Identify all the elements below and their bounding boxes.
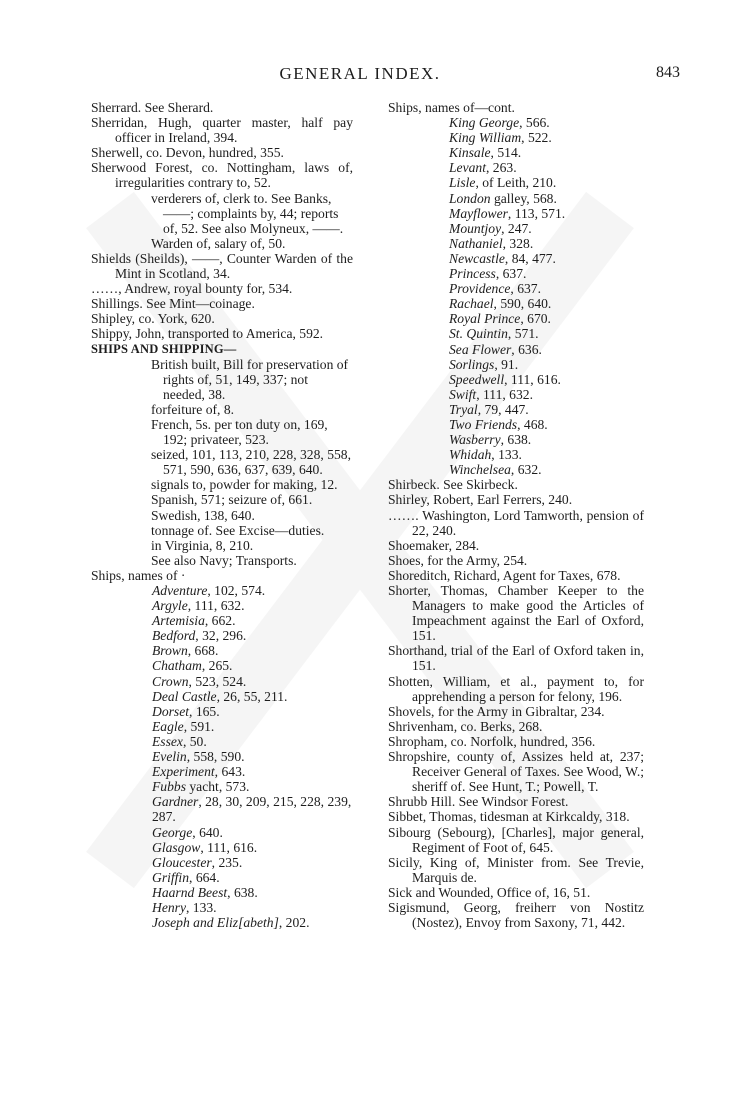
ship-entry (388, 402, 644, 417)
ship-entry (388, 206, 644, 221)
ship-name: Haarnd Beest (152, 884, 228, 900)
ship-name: Eagle (152, 718, 184, 734)
ship-name: Two Friends (449, 416, 518, 432)
page-header (80, 64, 680, 88)
index-entry: Shoreditch, Richard, Agent for Taxes, 678. (388, 567, 621, 583)
ship-entry (388, 115, 644, 130)
ship-name: Mountjoy (449, 220, 502, 236)
ship-locator: , 638. (500, 432, 532, 448)
ship-locator: , 558, 590. (186, 749, 245, 765)
index-entry: Shirbeck. See Skirbeck. (388, 477, 518, 493)
ship-entry (388, 462, 644, 477)
index-entry: Shoemaker, 284. (388, 537, 480, 553)
ship-name: Whidah (449, 447, 492, 463)
ship-locator: , 468. (517, 416, 548, 432)
ship-locator: , 637. (510, 281, 541, 297)
ship-entry (91, 734, 353, 749)
ship-entry (91, 764, 353, 779)
ship-name: Adventure (152, 583, 208, 598)
ship-locator: , 643. (214, 764, 246, 780)
ship-locator: , 670. (520, 311, 551, 327)
ship-name: Nathaniel (449, 235, 503, 251)
ship-locator: , 632. (510, 462, 542, 478)
ship-locator: galley, 568. (490, 190, 557, 206)
index-entry: Shrubb Hill. See Windsor Forest. (388, 794, 569, 810)
page-title: GENERAL INDEX. (279, 64, 441, 83)
index-entry: Sherwood Forest, co. Nottingham, laws of, irregularities contrary to, 52. (91, 160, 353, 191)
ship-name: Artemisia (152, 613, 205, 629)
ship-entry (388, 130, 644, 145)
ship-entry (388, 236, 644, 251)
index-entry: Ships, names of—cont. (388, 100, 515, 115)
index-subentry: verderers of, clerk to. See Banks, ——; complaints by, 44; reports of, 52. See also Molyneux, ——. (151, 190, 344, 236)
ship-name: King George (449, 115, 520, 131)
index-entry: Shovels, for the Army in Gibraltar, 234. (388, 703, 605, 719)
ship-entry (91, 825, 353, 840)
ship-name: St. Quintin (449, 326, 508, 342)
ship-name: Dorset (152, 703, 190, 719)
ship-name: Lisle (449, 175, 476, 191)
index-entry: Shorter, Thomas, Chamber Keeper to the Managers to make good the Articles of Impeachment against the Earl of Oxford, 151. (388, 583, 644, 644)
ship-entry (388, 372, 644, 387)
ship-name: Argyle (152, 598, 188, 614)
ship-entry (388, 311, 644, 326)
ship-name: King William (449, 130, 522, 146)
ship-locator: , 113, 571. (507, 205, 566, 221)
ship-name: Mayflower (449, 205, 508, 221)
ship-locator: , 50. (182, 733, 207, 749)
ship-entry (388, 251, 644, 266)
index-subentry: seized, 101, 113, 210, 228, 328, 558, 571, 590, 636, 637, 639, 640. (151, 447, 351, 478)
ship-locator: , 28, 30, 209, 215, 228, 239, 287. (152, 794, 352, 825)
ship-name: Sea Flower (449, 341, 512, 357)
ship-locator: , 202. (278, 915, 310, 931)
ship-locator: , 668. (187, 643, 219, 659)
ship-name: Griffin (152, 869, 190, 885)
ship-entry (388, 160, 644, 175)
index-entry: Shrivenham, co. Berks, 268. (388, 718, 543, 734)
ship-locator: , 640. (192, 824, 223, 840)
ship-entry (91, 628, 353, 643)
index-entry: Sigismund, Georg, freiherr von Nostitz (Nostez), Envoy from Saxony, 71, 442. (388, 899, 644, 931)
ship-locator: , 514. (490, 145, 522, 161)
ship-locator: , 263. (486, 160, 517, 176)
ship-entry (388, 221, 644, 236)
ship-locator: , 637. (495, 266, 527, 282)
ship-name: London (449, 190, 491, 206)
ship-entry (388, 387, 644, 402)
ship-name: Evelin (152, 749, 187, 765)
ship-entry (388, 281, 644, 296)
ship-locator: yacht, 573. (185, 779, 250, 795)
index-entry: Shotten, William, et al., payment to, for apprehending a person for felony, 196. (388, 673, 644, 704)
ship-entry (388, 191, 644, 206)
ship-entry (388, 357, 644, 372)
ship-name: Henry (152, 899, 186, 915)
index-subentry: signals to, powder for making, 12. (151, 477, 338, 493)
index-entry: Sicily, King of, Minister from. See Trevie, Marquis de. (388, 854, 644, 885)
index-entry: Sherrard. See Sherard. (91, 100, 214, 115)
ship-entry (91, 674, 353, 689)
ship-entry (91, 870, 353, 885)
ship-entry (91, 613, 353, 628)
ship-locator: , 265. (201, 658, 233, 674)
index-subentry: Swedish, 138, 640. (151, 507, 255, 523)
ship-name: Kinsale (449, 145, 491, 161)
ship-name: Rachael (449, 296, 494, 312)
index-entry: Shropham, co. Norfolk, hundred, 356. (388, 733, 596, 749)
index-entry: Shillings. See Mint—coinage. (91, 296, 255, 312)
index-entry: Sherridan, Hugh, quarter master, half pay officer in Ireland, 394. (91, 115, 353, 146)
ship-name: Essex (152, 733, 183, 749)
ship-name: Newcastle (449, 250, 505, 266)
page-number: 843 (656, 64, 680, 81)
ship-locator: , 591. (183, 718, 215, 734)
index-entry: Shropshire, county of, Assizes held at, 237; Receiver General of Taxes. See Wood, W.; sheriff of. See Hunt, T.; Powell, T. (388, 749, 644, 795)
ship-entry (388, 296, 644, 311)
ship-locator: , 566. (519, 115, 550, 131)
ship-name: Chatham (152, 658, 202, 674)
ship-entry (91, 658, 353, 673)
ship-locator: , 235. (211, 854, 243, 870)
ship-entry (91, 794, 353, 824)
ship-entry (388, 447, 644, 462)
ship-name: Speedwell (449, 371, 505, 387)
ship-entry (388, 342, 644, 357)
ship-locator: , 111, 632. (187, 598, 245, 614)
ship-locator: , 133. (185, 899, 217, 915)
ship-name: Levant (449, 160, 486, 176)
ship-entry (388, 417, 644, 432)
ship-entry (91, 598, 353, 613)
ship-locator: , 91. (494, 356, 519, 372)
index-entry: Sibbet, Thomas, tidesman at Kirkcaldy, 318. (388, 809, 630, 825)
ship-locator: , 79, 447. (477, 401, 529, 417)
ship-name: Providence (449, 281, 511, 297)
ship-locator: , 111, 616. (504, 371, 561, 387)
ship-entry (91, 915, 353, 930)
index-entry: Shields (Sheilds), ——, Counter Warden of the Mint in Scotland, 34. (91, 250, 353, 282)
index-entry: Sick and Wounded, Office of, 16, 51. (388, 884, 591, 900)
ship-entry (91, 900, 353, 915)
ship-entry (91, 643, 353, 658)
section-heading: SHIPS AND SHIPPING— (91, 341, 237, 356)
index-entry: Shipley, co. York, 620. (91, 311, 215, 327)
ship-locator: , 328. (502, 235, 534, 251)
ship-locator: , 165. (189, 703, 220, 719)
index-subentry: in Virginia, 8, 210. (151, 537, 254, 553)
ship-locator: , 111, 632. (476, 386, 533, 402)
ship-name: Tryal (449, 401, 478, 417)
ship-entry (91, 779, 353, 794)
ship-entry (91, 840, 353, 855)
ship-entry (388, 432, 644, 447)
index-subentry: Warden of, salary of, 50. (151, 235, 286, 251)
ship-locator: , 636. (511, 341, 542, 357)
ship-locator: , 523, 524. (188, 673, 247, 689)
index-subentry: French, 5s. per ton duty on, 169, 192; privateer, 523. (151, 416, 328, 448)
index-entry: Ships, names of · (91, 567, 186, 583)
ship-name: Bedford (152, 628, 196, 644)
ship-name: Joseph and Eliz[abeth] (152, 915, 279, 931)
ship-entry (91, 719, 353, 734)
ship-locator: , 664. (189, 869, 220, 885)
ship-locator: , 133. (491, 447, 522, 463)
ship-name: Winchelsea (449, 462, 511, 478)
ship-name: Deal Castle (152, 688, 217, 704)
index-entry: Shorthand, trial of the Earl of Oxford taken in, 151. (388, 643, 644, 674)
index-entry: Shippy, John, transported to America, 592. (91, 326, 324, 342)
ship-entry (388, 175, 644, 190)
ship-entry (91, 689, 353, 704)
ship-entry (91, 704, 353, 719)
ship-locator: , 638. (227, 884, 258, 900)
index-entry: ……. Washington, Lord Tamworth, pension of 22, 240. (388, 507, 644, 538)
ship-name: Wasberry (449, 432, 501, 448)
ship-locator: , 111, 616. (200, 839, 258, 855)
ship-entry (91, 855, 353, 870)
ship-name: Gardner (152, 794, 199, 810)
ship-name: Swift (449, 386, 477, 402)
ship-name: Royal Prince (449, 311, 521, 327)
ship-locator: , 590, 640. (493, 296, 552, 312)
index-subentry: British built, Bill for preservation of rights of, 51, 149, 337; not needed, 38. (151, 356, 349, 402)
index-subentry: See also Navy; Transports. (151, 552, 297, 568)
ship-name: Crown (152, 673, 189, 689)
ship-locator: , 522. (521, 130, 552, 146)
ship-entry (91, 583, 353, 598)
ship-name: Fubbs (152, 779, 186, 795)
ship-name: Brown (152, 643, 188, 659)
ship-name: Princess (449, 266, 496, 282)
ship-entry (91, 885, 353, 900)
ship-entry (91, 749, 353, 764)
ship-entry (388, 145, 644, 160)
ship-locator: , 662. (204, 613, 236, 629)
ship-locator: , 102, 574. (207, 583, 266, 598)
ship-locator: , 26, 55, 211. (216, 688, 288, 704)
index-entry: ……, Andrew, royal bounty for, 534. (91, 281, 293, 297)
index-subentry: tonnage of. See Excise—duties. (151, 522, 325, 538)
left-column (91, 100, 353, 930)
ship-locator: , 32, 296. (195, 628, 247, 644)
index-subentry: Spanish, 571; seizure of, 661. (151, 492, 313, 508)
ship-locator: , 84, 477. (504, 250, 556, 266)
index-entry: Shoes, for the Army, 254. (388, 552, 528, 568)
ship-entry (388, 266, 644, 281)
ship-entry (388, 326, 644, 341)
right-column (388, 100, 644, 930)
ship-name: Sorlings (449, 356, 495, 372)
ship-name: George (152, 824, 193, 840)
index-entry: Sherwell, co. Devon, hundred, 355. (91, 145, 284, 161)
ship-locator: , 247. (501, 220, 532, 236)
index-subentry: forfeiture of, 8. (151, 401, 235, 417)
ship-name: Gloucester (152, 854, 212, 870)
ship-name: Glasgow (152, 839, 201, 855)
index-entry: Shirley, Robert, Earl Ferrers, 240. (388, 492, 573, 508)
ship-locator: , 571. (507, 326, 539, 342)
ship-name: Experiment (152, 764, 215, 780)
index-entry: Sibourg (Sebourg), [Charles], major general, Regiment of Foot of, 645. (388, 824, 644, 855)
ship-locator: , of Leith, 210. (475, 175, 557, 191)
